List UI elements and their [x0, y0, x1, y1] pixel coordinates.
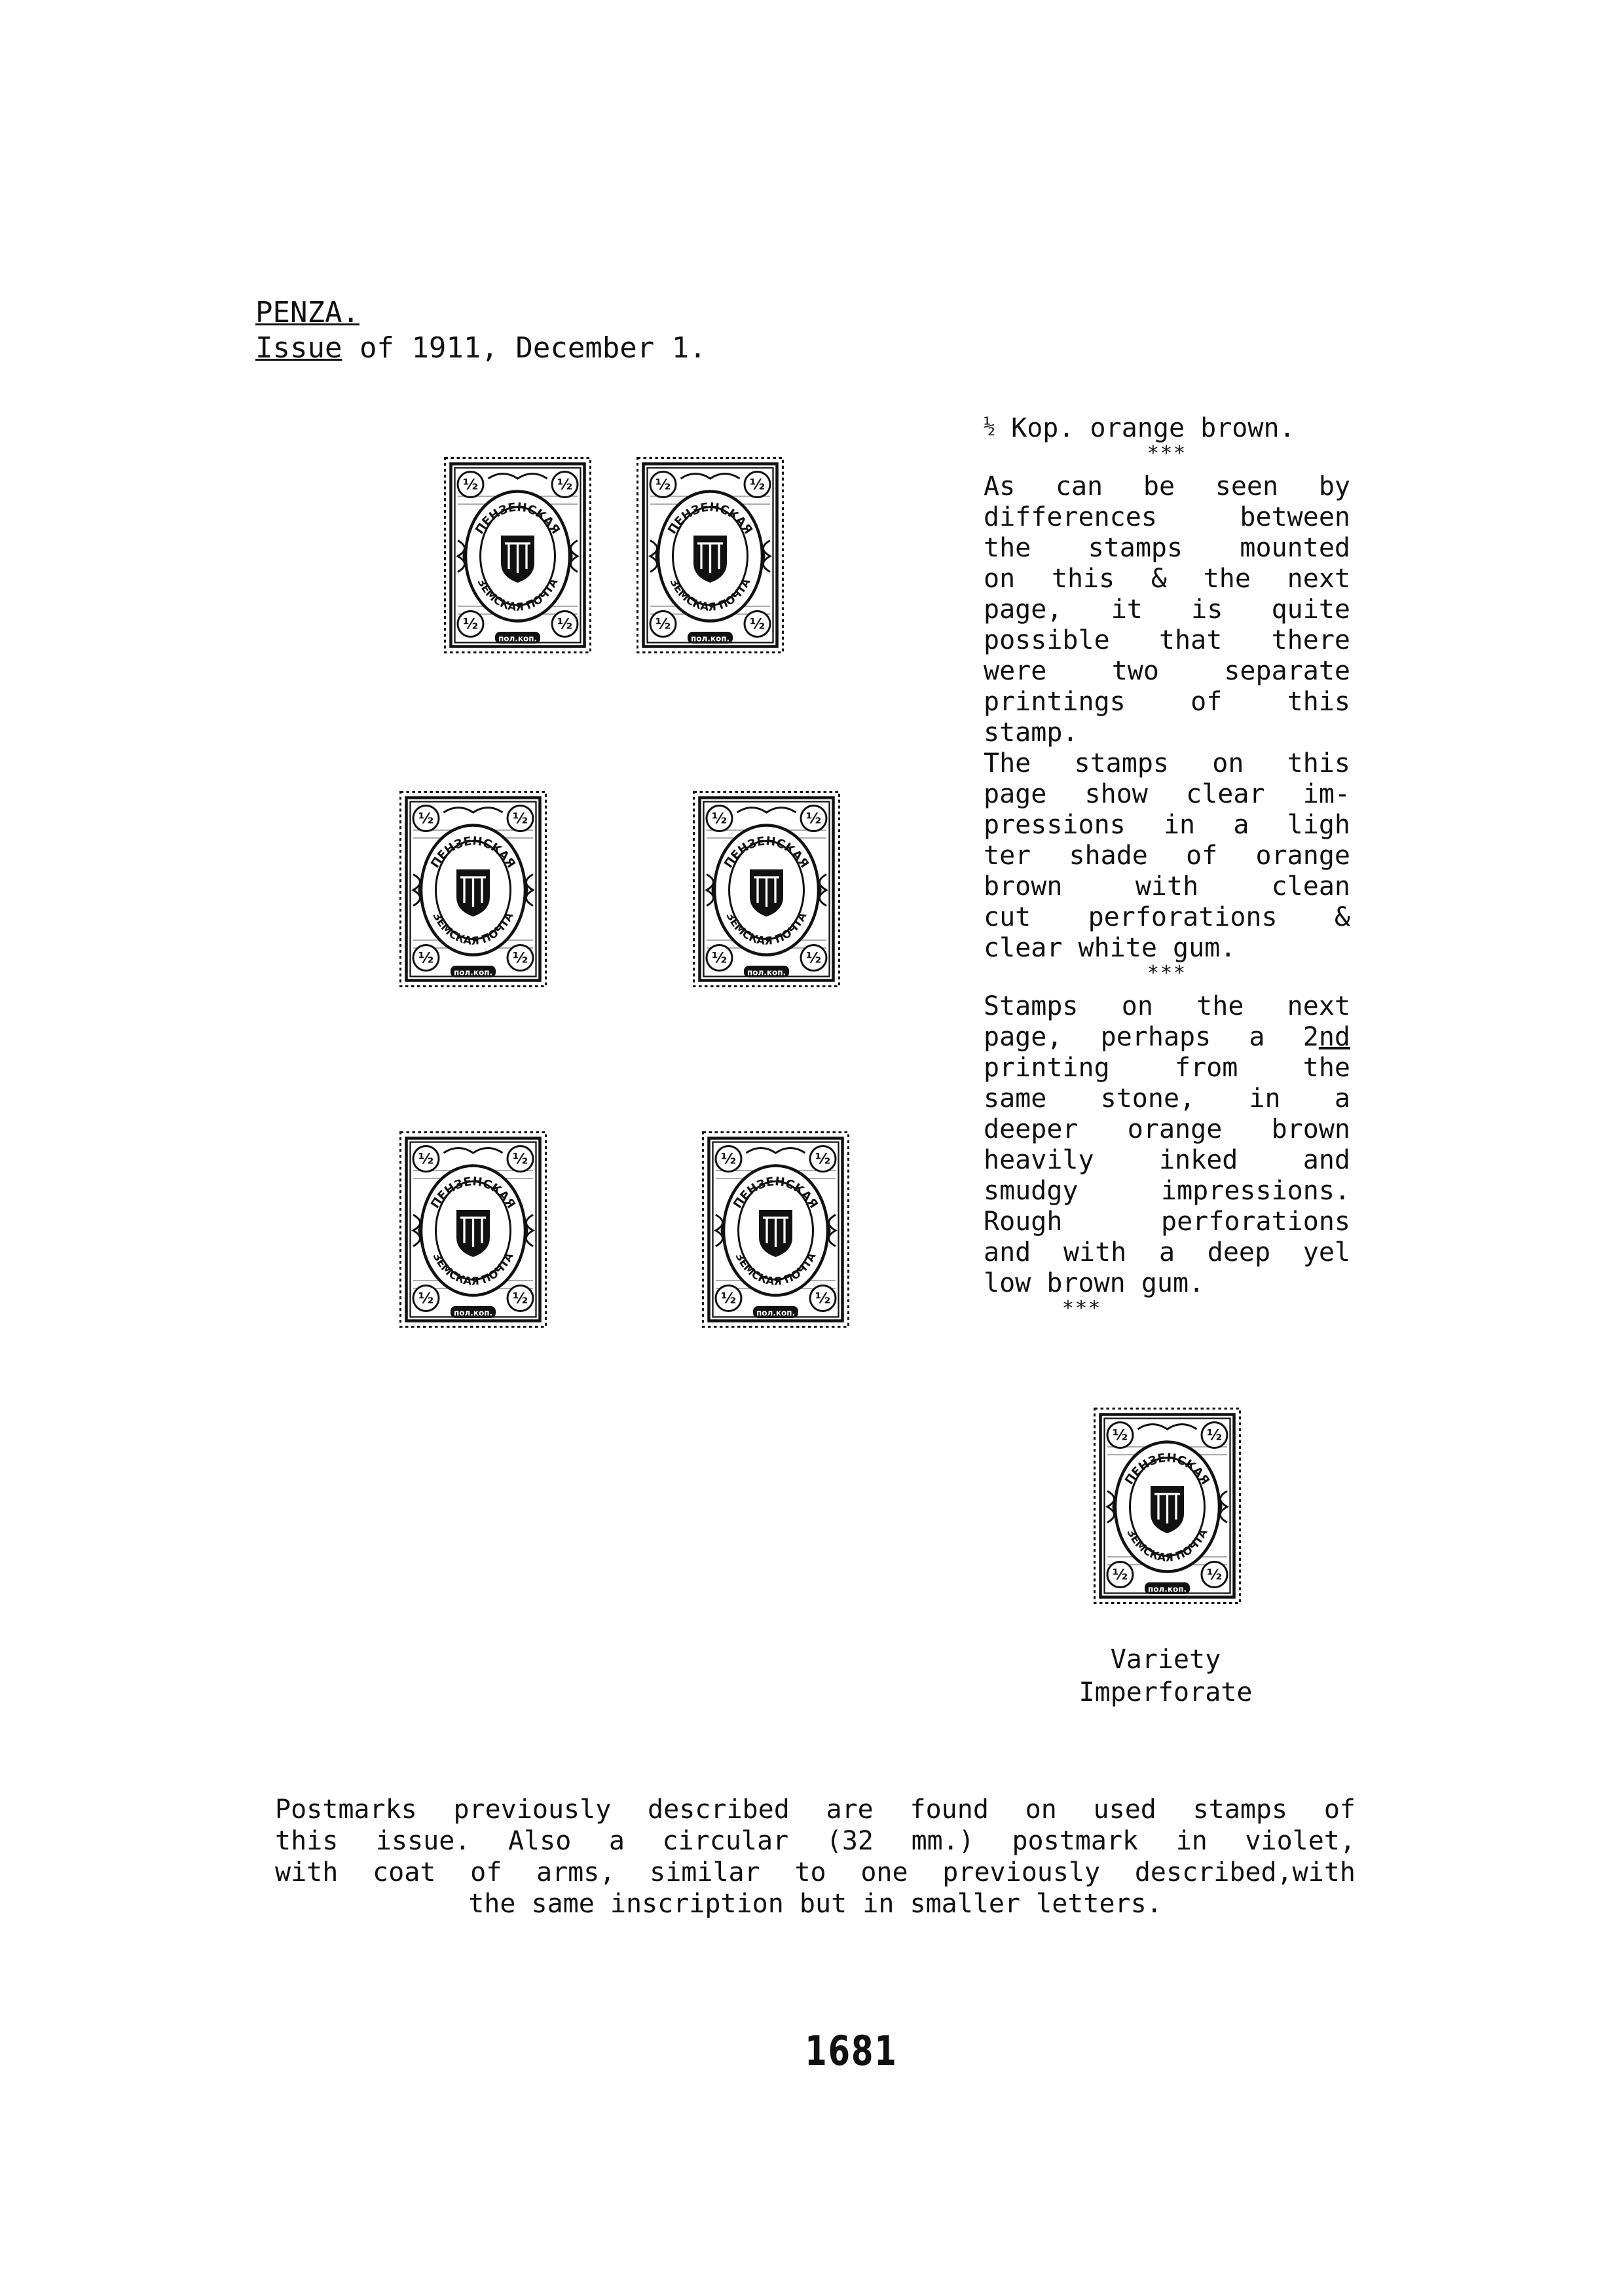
- text-line: cut perforations &: [984, 902, 1350, 932]
- stamp-image: [399, 791, 547, 987]
- text-line: pressions in a ligh: [984, 810, 1350, 840]
- issue-prefix: Issue: [255, 331, 342, 365]
- text-line: page show clear im-: [984, 779, 1350, 809]
- text-line: on this & the next: [984, 564, 1350, 594]
- text-line: deeper orange brown: [984, 1114, 1350, 1144]
- separator-stars: ***: [1061, 1297, 1102, 1320]
- svg-text:ПЕНЗЕНСКАЯ: ПЕНЗЕНСКАЯ: [731, 1175, 821, 1211]
- separator-stars: ***: [1147, 442, 1187, 465]
- svg-text:пол.коп.: пол.коп.: [690, 634, 730, 644]
- postmarks-line: Postmarks previously described are found on used stamps of: [275, 1795, 1356, 1825]
- issue-date-text: of 1911, December 1.: [342, 331, 707, 365]
- text-line: smudgy impressions.: [984, 1176, 1350, 1206]
- page-title: PENZA.: [255, 296, 360, 329]
- stamp-image: [444, 457, 591, 653]
- svg-text:½: ½: [749, 615, 766, 633]
- page-number: 1681: [805, 2027, 898, 2075]
- stamp-4: [693, 791, 840, 987]
- text-line: printings of this: [984, 687, 1350, 717]
- svg-text:ЗЕМСКАЯ ПОЧТА: ЗЕМСКАЯ ПОЧТА: [724, 910, 809, 947]
- text-line: heavily inked and: [984, 1145, 1350, 1175]
- text-line: and with a deep yel: [984, 1237, 1350, 1267]
- svg-text:ПЕНЗЕНСКАЯ: ПЕНЗЕНСКАЯ: [1122, 1451, 1213, 1487]
- svg-text:ПЕНЗЕНСКАЯ: ПЕНЗЕНСКАЯ: [428, 1175, 519, 1211]
- svg-text:½: ½: [418, 810, 434, 828]
- stamp-image: [1094, 1408, 1241, 1604]
- svg-text:½: ½: [805, 949, 822, 967]
- svg-text:½: ½: [1112, 1427, 1128, 1444]
- svg-text:пол.коп.: пол.коп.: [498, 634, 538, 644]
- stamp-image: [693, 791, 840, 987]
- svg-text:½: ½: [512, 810, 528, 828]
- svg-text:ПЕНЗЕНСКАЯ: ПЕНЗЕНСКАЯ: [722, 834, 812, 871]
- postmarks-paragraph: [275, 1794, 1356, 1920]
- svg-text:½: ½: [711, 810, 728, 828]
- svg-text:½: ½: [711, 949, 728, 967]
- svg-text:пол.коп.: пол.коп.: [1147, 1584, 1187, 1594]
- svg-text:½: ½: [1112, 1566, 1128, 1584]
- text-line: brown with clean: [984, 871, 1350, 902]
- svg-text:½: ½: [557, 615, 573, 633]
- svg-text:½: ½: [418, 1290, 434, 1307]
- svg-text:½: ½: [512, 949, 528, 967]
- svg-text:ЗЕМСКАЯ ПОЧТА: ЗЕМСКАЯ ПОЧТА: [430, 910, 516, 947]
- svg-text:½: ½: [805, 810, 822, 828]
- note-paragraph-1: [984, 471, 1350, 748]
- text-line: the stamps mounted: [984, 533, 1350, 563]
- issue-date: [255, 331, 707, 365]
- svg-text:½: ½: [720, 1290, 737, 1307]
- svg-text:½: ½: [1206, 1566, 1223, 1584]
- postmarks-line: with coat of arms, similar to one previously described,with: [275, 1857, 1356, 1887]
- svg-text:ЗЕМСКАЯ ПОЧТА: ЗЕМСКАЯ ПОЧТА: [430, 1250, 516, 1288]
- svg-text:½: ½: [557, 476, 573, 494]
- variety-caption: [1035, 1643, 1297, 1709]
- svg-text:пол.коп.: пол.коп.: [453, 1308, 493, 1318]
- svg-text:ПЕНЗЕНСКАЯ: ПЕНЗЕНСКАЯ: [665, 500, 756, 537]
- svg-text:½: ½: [512, 1150, 528, 1168]
- text-line: As can be seen by: [984, 471, 1350, 501]
- text-line: The stamps on this: [984, 748, 1350, 778]
- stamp-image: [702, 1131, 849, 1328]
- text-line: page, it is quite: [984, 594, 1350, 625]
- svg-text:пол.коп.: пол.коп.: [747, 968, 786, 977]
- text-line: printing from the: [984, 1053, 1350, 1083]
- svg-text:ЗЕМСКАЯ ПОЧТА: ЗЕМСКАЯ ПОЧТА: [1124, 1527, 1210, 1564]
- postmarks-line: this issue. Also a circular (32 mm.) postmark in violet,: [275, 1826, 1356, 1856]
- text-line: same stone, in a: [984, 1084, 1350, 1114]
- text-line: differences between: [984, 502, 1350, 532]
- note-paragraph-2: [984, 748, 1350, 964]
- svg-text:½: ½: [1206, 1427, 1223, 1444]
- stamp-image: [399, 1131, 547, 1328]
- svg-text:½: ½: [418, 1150, 434, 1168]
- separator-stars: ***: [1147, 962, 1187, 985]
- text-line: possible that there: [984, 625, 1350, 655]
- stamp-value: ½ Kop. orange brown.: [984, 413, 1295, 443]
- svg-text:½: ½: [749, 476, 766, 494]
- text-line: stamp.: [984, 718, 1079, 748]
- text-line: low brown gum.: [984, 1268, 1205, 1298]
- svg-text:ПЕНЗЕНСКАЯ: ПЕНЗЕНСКАЯ: [428, 834, 519, 871]
- stamp-variety-imperforate: [1094, 1408, 1241, 1604]
- svg-text:пол.коп.: пол.коп.: [756, 1308, 796, 1318]
- text-line: clear white gum.: [984, 933, 1236, 963]
- stamp-image: [637, 457, 784, 653]
- stamp-notes: [984, 411, 1350, 1326]
- svg-text:½: ½: [655, 615, 671, 633]
- stamp-1: [444, 457, 591, 653]
- stamp-2: [637, 457, 784, 653]
- svg-text:½: ½: [720, 1150, 737, 1168]
- postmarks-last-line: the same inscription but in smaller letters.: [468, 1889, 1162, 1919]
- svg-text:½: ½: [655, 476, 671, 494]
- stamp-6: [702, 1131, 849, 1328]
- svg-text:½: ½: [512, 1290, 528, 1307]
- text-line: Rough perforations: [984, 1207, 1350, 1237]
- svg-text:½: ½: [815, 1150, 831, 1168]
- variety-type: Imperforate: [1079, 1677, 1253, 1707]
- svg-text:ЗЕМСКАЯ ПОЧТА: ЗЕМСКАЯ ПОЧТА: [733, 1250, 819, 1288]
- svg-text:ЗЕМСКАЯ ПОЧТА: ЗЕМСКАЯ ПОЧТА: [475, 576, 561, 613]
- note-paragraph-3: Stamps on the next page, perhaps a 2nd printing from the same stone, in a deeper orange brown heavily inked and smudgy impressions. Rough perforations and with a deep yel low brown gum.: [984, 991, 1350, 1298]
- svg-text:ПЕНЗЕНСКАЯ: ПЕНЗЕНСКАЯ: [473, 500, 563, 537]
- svg-text:ЗЕМСКАЯ ПОЧТА: ЗЕМСКАЯ ПОЧТА: [667, 576, 753, 613]
- svg-text:пол.коп.: пол.коп.: [453, 968, 493, 977]
- text-line: were two separate: [984, 656, 1350, 686]
- stamp-3: [399, 791, 547, 987]
- stamp-5: [399, 1131, 547, 1328]
- svg-text:½: ½: [462, 615, 479, 633]
- svg-text:½: ½: [815, 1290, 831, 1307]
- text-line: ter shade of orange: [984, 841, 1350, 871]
- svg-text:½: ½: [462, 476, 479, 494]
- variety-label: Variety: [1110, 1645, 1221, 1675]
- svg-text:½: ½: [418, 949, 434, 967]
